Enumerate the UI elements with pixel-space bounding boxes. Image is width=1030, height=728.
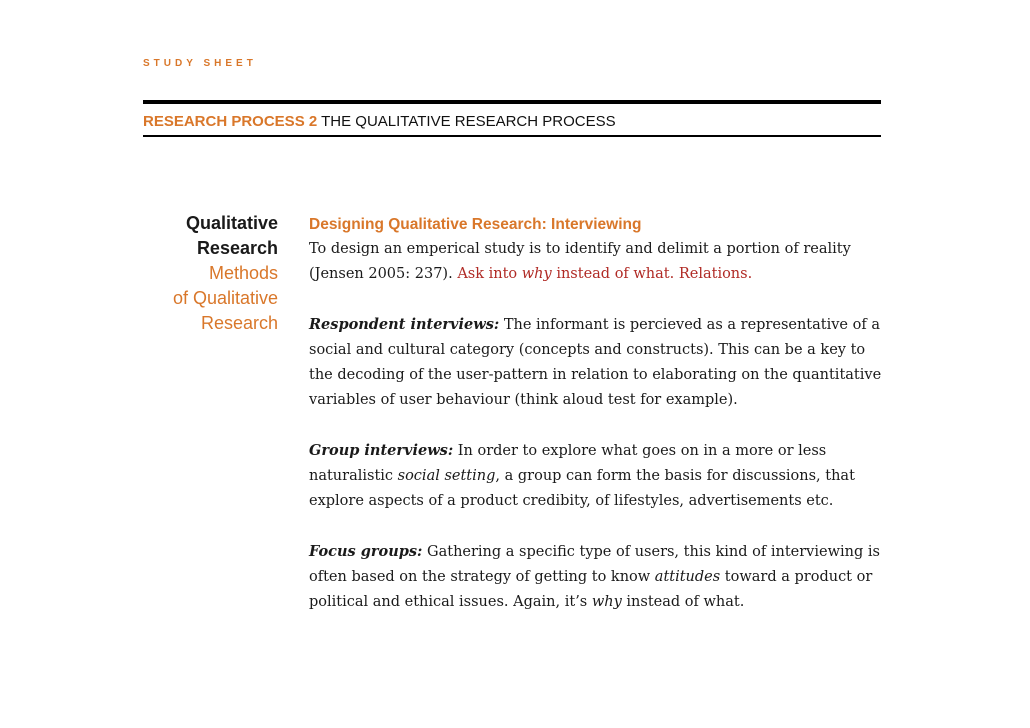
study-sheet-label: STUDY SHEET [143, 58, 257, 69]
focus-em-why: why [591, 594, 622, 610]
sidebar-line-research: Research [196, 238, 278, 258]
section-title: Designing Qualitative Research: Interviewing [309, 216, 642, 233]
respondent-text: The informant is percieved as a representative of a social and cultural category (concepts and constructs). This can be a key to the decoding of the user-pattern in relation to elaborating on the quantitative variables of user behaviour (think aloud test for example). [309, 317, 882, 408]
intro-text: To design an emperical study is to identify and delimit a portion of reality (Jensen 2005: 237). [309, 241, 851, 282]
group-term: Group interviews: [309, 442, 454, 459]
intro-highlight-b: instead of what. Relations. [551, 266, 753, 282]
respondent-term: Respondent interviews: [309, 316, 500, 333]
group-paragraph [309, 438, 889, 514]
main-content [309, 212, 889, 640]
sidebar-line-methods: Methods [208, 263, 278, 283]
intro-highlight-em: why [521, 266, 552, 282]
intro-highlight-a: Ask into [457, 266, 522, 282]
heading-rule [143, 135, 881, 137]
sidebar-line-of-qualitative: of Qualitative [172, 288, 278, 308]
group-text-a: In order to explore what goes on in a more or less naturalistic [309, 443, 827, 484]
focus-text-a: Gathering a specific type of users, this kind of interviewing is often based on the strategy of getting to know [309, 544, 880, 585]
heading-accent: RESEARCH PROCESS 2 [143, 113, 318, 130]
sidebar-nav [140, 211, 278, 336]
sidebar-line-qualitative: Qualitative [185, 213, 278, 233]
respondent-paragraph [309, 312, 889, 413]
focus-term: Focus groups: [309, 543, 423, 560]
focus-text-b: toward a product or political and ethical issues. Again, it’s [309, 569, 873, 610]
top-rule [143, 100, 881, 104]
page-heading [143, 113, 616, 130]
focus-paragraph [309, 539, 889, 615]
group-em: social setting [397, 468, 496, 484]
intro-paragraph [309, 237, 889, 287]
heading-rest: THE QUALITATIVE RESEARCH PROCESS [317, 113, 616, 130]
intro-highlight [457, 266, 752, 282]
focus-em-attitudes: attitudes [654, 569, 721, 585]
group-text-b: , a group can form the basis for discussions, that explore aspects of a product credibity, of lifestyles, advertisements etc. [309, 468, 855, 509]
focus-text-c: instead of what. [621, 594, 745, 610]
sidebar-line-research-2: Research [200, 313, 278, 333]
